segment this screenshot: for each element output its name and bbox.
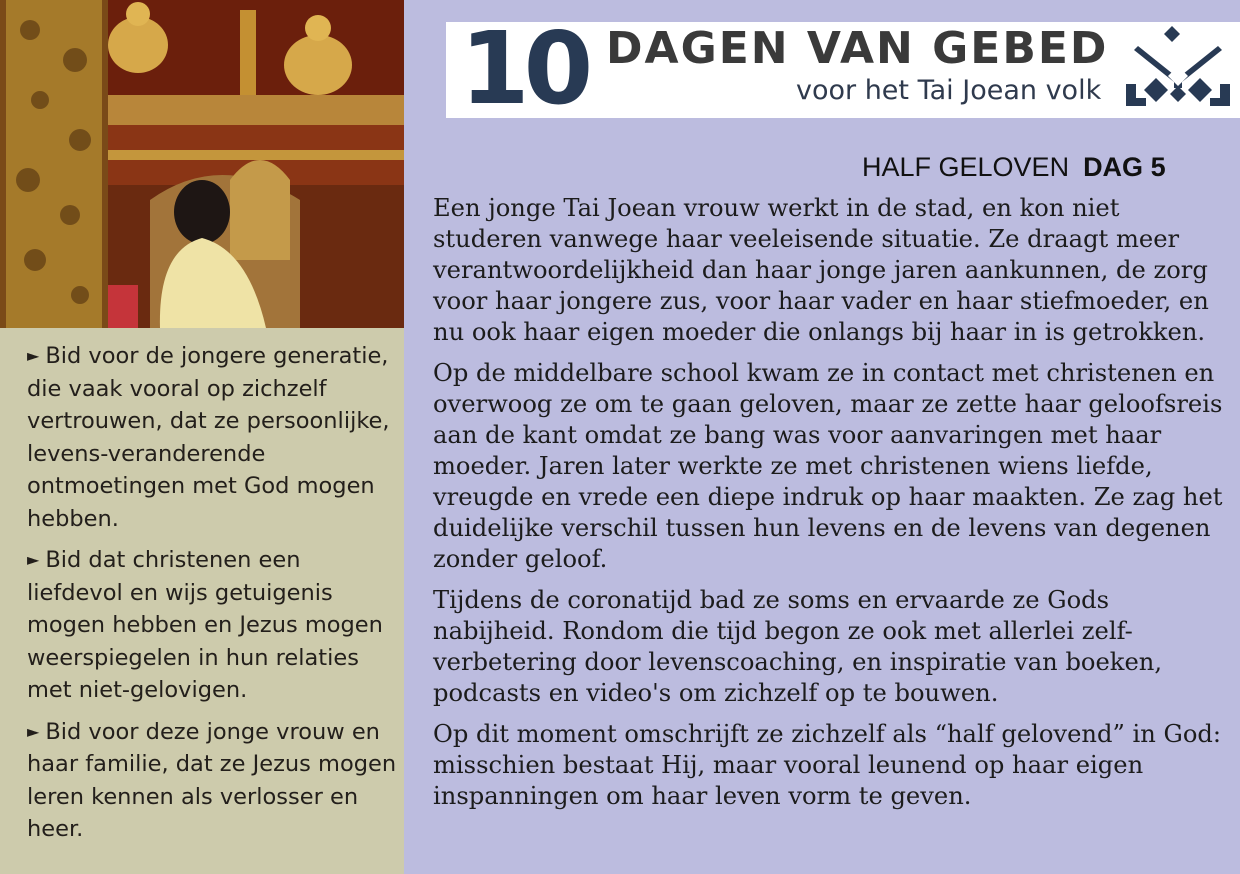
header-subtitle: voor het Tai Joean volk [796, 75, 1102, 106]
story-paragraph: Op de middelbare school kwam ze in contact met christenen en overwoog ze om te gaan geloven, maar ze zette haar geloofsreis aan de kant omdat ze bang was voor aanvaringen met haar moeder. Jaren later werkte ze met christenen wiens liefde, vreugde en vrede een diepe indruk op haar maakten. Ze zag het duidelijke verschil tussen hun levens en de levens van degenen zonder geloof. [433, 359, 1223, 573]
right-pointer-icon: ► [27, 550, 40, 569]
day-theme: HALF GELOVEN [862, 152, 1070, 182]
day-heading [862, 151, 1166, 183]
prayer-text: Bid voor deze jonge vrouw en haar familie, dat ze Jezus mogen leren kennen als verlosser en heer. [27, 718, 397, 842]
prayer-item [27, 716, 397, 846]
story-paragraph: Tijdens de coronatijd bad ze soms en ervaarde ze Gods nabijheid. Rondom die tijd begon ze ook met allerlei zelf-verbetering door levenscoaching, en inspiratie van boeken, podcasts en video's om zichzelf op te bouwen. [433, 586, 1163, 707]
story-paragraph: Op dit moment omschrijft ze zichzelf als “half gelovend” in God: misschien bestaat Hij, maar vooral leunend op haar eigen inspanningen om haar leven vorm te geven. [433, 720, 1222, 810]
prayer-list [27, 340, 397, 855]
left-panel [0, 0, 404, 874]
header-title: DAGEN VAN GEBED [606, 23, 1109, 74]
prayer-item [27, 340, 397, 535]
prayer-text: Bid dat christenen een liefdevol en wijs getuigenis mogen hebben en Jezus mogen weerspiegelen in hun relaties met niet-gelovigen. [27, 547, 383, 703]
header-number: 10 [460, 10, 588, 127]
tai-joean-emblem-icon [1126, 26, 1230, 115]
prayer-text: Bid voor de jongere generatie, die vaak vooral op zichzelf vertrouwen, dat ze persoonlijke, levens-veranderende ontmoetingen met God mogen hebben. [27, 343, 390, 532]
right-pointer-icon: ► [27, 721, 40, 741]
temple-prayer-photo [0, 0, 404, 328]
day-label: DAG 5 [1083, 152, 1166, 182]
story-paragraph: Een jonge Tai Joean vrouw werkt in de stad, en kon niet studeren vanwege haar veeleisende situatie. Ze draagt meer verantwoordelijkheid dan haar jonge jaren aankunnen, de zorg voor haar jongere zus, voor haar vader en haar stiefmoeder, en nu ook haar eigen moeder die onlangs bij haar in is getrokken. [433, 194, 1209, 346]
prayer-item [27, 544, 397, 707]
right-pointer-icon: ► [27, 346, 40, 365]
story-text [433, 193, 1223, 822]
